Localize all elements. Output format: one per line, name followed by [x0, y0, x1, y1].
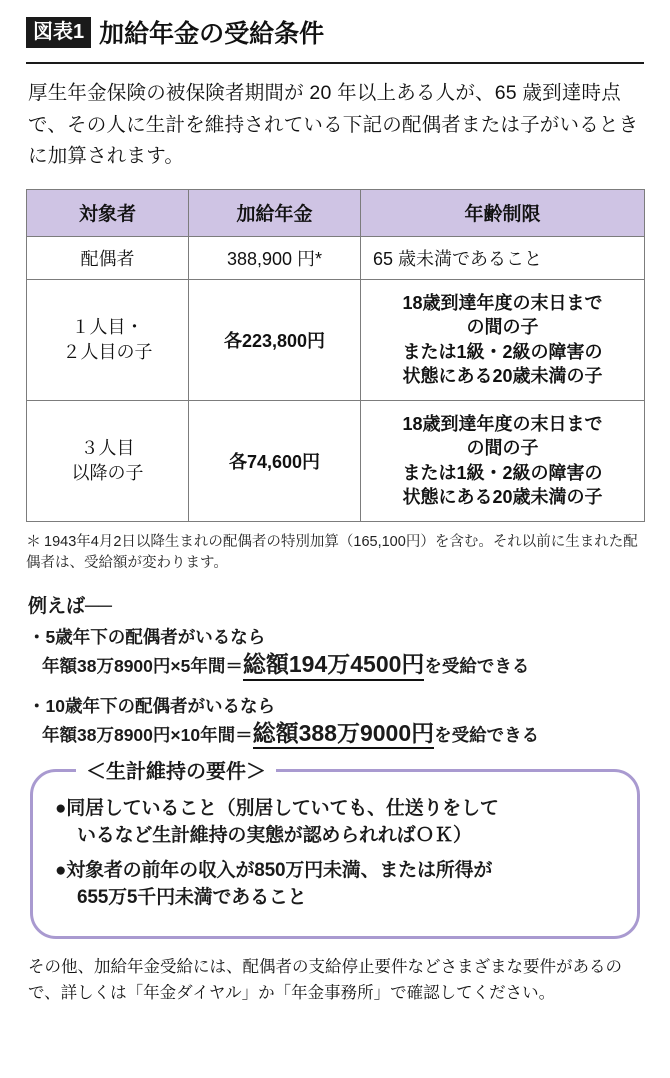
cell-agelimit — [361, 279, 645, 400]
cell-target — [27, 279, 189, 400]
calc-suffix-2: を受給できる — [434, 724, 540, 745]
table-header-target: 対象者 — [27, 189, 189, 236]
figure-title-text: 加給年金の受給条件 — [99, 20, 325, 48]
intro-paragraph: 厚生年金保険の被保険者期間が 20 年以上ある人が、65 歳到達時点で、その人に生計を維持されている下記の配偶者または子がいるときに加算されます。 — [28, 82, 639, 168]
requirements-title: ＜生計維持の要件＞ — [76, 755, 276, 784]
figure-badge: 図表1 — [26, 17, 91, 48]
agelimit-line3: または1級・2級の障害の — [402, 462, 603, 483]
cell-amount: 各74,600円 — [189, 400, 361, 521]
cell-target-line2: ２人目の子 — [62, 341, 153, 362]
requirement-item-1 — [55, 796, 619, 850]
table-row — [27, 236, 645, 279]
agelimit-line2: の間の子 — [466, 438, 539, 459]
cell-target-line1: １人目・ — [71, 316, 144, 337]
calc-total-2: 総額388万9000円 — [253, 720, 435, 749]
example-condition-1: ・5歳年下の配偶者がいるなら — [28, 627, 266, 648]
cell-target: 配偶者 — [27, 236, 189, 279]
requirement-2-line1: ●対象者の前年の収入が850万円未満、または所得が — [55, 860, 493, 882]
footnote-text: 1943年4月2日以降生まれの配偶者の特別加算（165,100円）を含む。それ以前に生まれた配偶者は、受給額が変わります。 — [26, 533, 638, 572]
agelimit-line2: の間の子 — [466, 317, 539, 338]
cell-agelimit: 65 歳未満であること — [361, 236, 645, 279]
cell-amount: 各223,800円 — [189, 279, 361, 400]
table-header-row — [27, 189, 645, 236]
calc-prefix-2: 年額38万8900円×10年間＝ — [42, 724, 253, 745]
table-footnote — [26, 531, 644, 576]
agelimit-line4: 状態にある20歳未満の子 — [402, 366, 603, 387]
cell-agelimit — [361, 400, 645, 521]
example-condition-2: ・10歳年下の配偶者がいるなら — [28, 695, 275, 716]
cell-target — [27, 400, 189, 521]
cell-amount: 388,900 円* — [189, 236, 361, 279]
agelimit-line1: 18歳到達年度の末日まで — [402, 413, 603, 434]
agelimit-line4: 状態にある20歳未満の子 — [402, 487, 603, 508]
closing-note: その他、加給年金受給には、配偶者の支給停止要件などさまざまな要件があるので、詳しくは「年金ダイヤル」か「年金事務所」で確認してください。 — [28, 957, 622, 1002]
example-calc-1 — [42, 651, 644, 680]
requirements-box — [30, 761, 640, 939]
footnote-marker: ＊ — [26, 532, 42, 550]
example-calc-2 — [42, 720, 644, 749]
cell-target-line1: ３人目 — [80, 437, 135, 458]
agelimit-line1: 18歳到達年度の末日まで — [402, 292, 603, 313]
calc-prefix-1: 年額38万8900円×5年間＝ — [42, 656, 243, 677]
requirement-1-line1: ●同居していること（別居していても、仕送りをして — [55, 798, 499, 820]
agelimit-line3: または1級・2級の障害の — [402, 341, 603, 362]
page-title — [26, 14, 644, 50]
table-header-amount: 加給年金 — [189, 189, 361, 236]
requirements-content — [30, 769, 640, 939]
table-row — [27, 279, 645, 400]
table-row — [27, 400, 645, 521]
requirement-item-2 — [55, 858, 619, 912]
requirement-1-line2: いるなど生計維持の実態が認められればＯＫ） — [77, 825, 472, 847]
requirement-2-line2: 655万5千円未満であること — [77, 887, 307, 909]
calc-suffix-1: を受給できる — [424, 656, 530, 677]
examples-heading: 例えば── — [28, 596, 112, 618]
cell-target-line2: 以降の子 — [71, 462, 144, 483]
conditions-table — [26, 189, 645, 522]
calc-total-1: 総額194万4500円 — [243, 651, 425, 680]
title-divider — [26, 62, 644, 64]
table-header-agelimit: 年齢制限 — [361, 189, 645, 236]
